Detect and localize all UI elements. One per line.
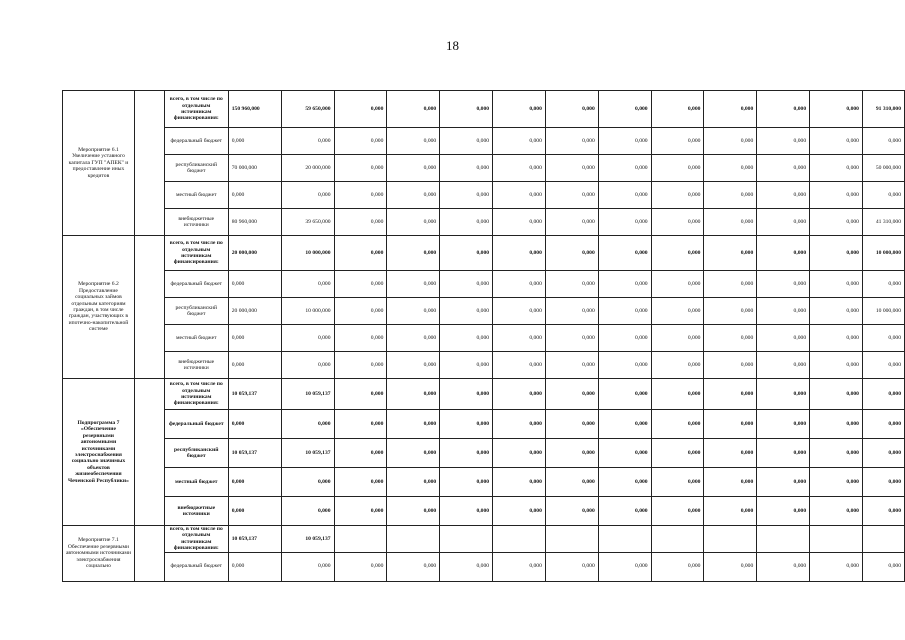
- value-cell: 0,000: [493, 236, 546, 271]
- table-row: [63, 468, 905, 497]
- value-cell: 0,000: [598, 298, 651, 325]
- value-cell: 0,000: [387, 128, 440, 155]
- blank-cell: [134, 379, 164, 526]
- value-cell: 0,000: [545, 352, 598, 379]
- value-cell: 0,000: [493, 497, 546, 526]
- value-cell: 0,000: [545, 298, 598, 325]
- value-cell: 0,000: [704, 155, 757, 182]
- value-cell: 0,000: [281, 128, 334, 155]
- funding-source: местный бюджет: [164, 468, 228, 497]
- value-cell: 0,000: [810, 325, 863, 352]
- value-cell: 0,000: [228, 182, 281, 209]
- funding-source: всего, в том числе по отдельным источникам финансирования:: [164, 91, 228, 128]
- value-cell: 0,000: [493, 379, 546, 410]
- value-cell: 0,000: [704, 410, 757, 439]
- value-cell: 20 000,000: [228, 236, 281, 271]
- value-cell: 0,000: [493, 128, 546, 155]
- table-row: [63, 155, 905, 182]
- value-cell: 10 059,137: [228, 526, 281, 553]
- value-cell: 0,000: [493, 298, 546, 325]
- value-cell: 0,000: [704, 468, 757, 497]
- value-cell: 0,000: [493, 352, 546, 379]
- value-cell: 0,000: [228, 325, 281, 352]
- value-cell: 0,000: [440, 155, 493, 182]
- value-cell: 0,000: [651, 468, 704, 497]
- value-cell: 0,000: [545, 91, 598, 128]
- value-cell: [862, 526, 904, 553]
- value-cell: 0,000: [440, 128, 493, 155]
- value-cell: 0,000: [387, 439, 440, 468]
- value-cell: 0,000: [704, 91, 757, 128]
- value-cell: 0,000: [598, 155, 651, 182]
- value-cell: 0,000: [387, 325, 440, 352]
- value-cell: 59 650,000: [281, 91, 334, 128]
- funding-source: федеральный бюджет: [164, 410, 228, 439]
- value-cell: 0,000: [598, 352, 651, 379]
- value-cell: 20 000,000: [281, 155, 334, 182]
- value-cell: 0,000: [862, 352, 904, 379]
- value-cell: 0,000: [651, 128, 704, 155]
- value-cell: 70 000,000: [228, 155, 281, 182]
- table-row: [63, 410, 905, 439]
- value-cell: 0,000: [281, 552, 334, 581]
- value-cell: 0,000: [598, 182, 651, 209]
- table-row: [63, 209, 905, 236]
- value-cell: 0,000: [545, 325, 598, 352]
- value-cell: 0,000: [651, 155, 704, 182]
- value-cell: 50 000,000: [862, 155, 904, 182]
- value-cell: 0,000: [228, 352, 281, 379]
- value-cell: 0,000: [757, 91, 810, 128]
- value-cell: 0,000: [281, 410, 334, 439]
- value-cell: 0,000: [651, 410, 704, 439]
- value-cell: 0,000: [757, 439, 810, 468]
- value-cell: 0,000: [757, 209, 810, 236]
- value-cell: 10 059,137: [281, 439, 334, 468]
- value-cell: 0,000: [757, 128, 810, 155]
- value-cell: 0,000: [440, 325, 493, 352]
- value-cell: 0,000: [334, 209, 387, 236]
- value-cell: 0,000: [651, 439, 704, 468]
- funding-source: республиканский бюджет: [164, 298, 228, 325]
- value-cell: 0,000: [545, 128, 598, 155]
- value-cell: 0,000: [757, 182, 810, 209]
- value-cell: 0,000: [281, 497, 334, 526]
- value-cell: 0,000: [545, 497, 598, 526]
- value-cell: [651, 526, 704, 553]
- value-cell: 0,000: [651, 379, 704, 410]
- value-cell: 0,000: [387, 379, 440, 410]
- value-cell: 0,000: [387, 236, 440, 271]
- value-cell: 0,000: [810, 209, 863, 236]
- funding-source: республиканский бюджет: [164, 439, 228, 468]
- value-cell: 0,000: [387, 468, 440, 497]
- value-cell: 10 000,000: [281, 236, 334, 271]
- value-cell: 0,000: [810, 379, 863, 410]
- value-cell: 0,000: [440, 552, 493, 581]
- blank-cell: [134, 526, 164, 582]
- value-cell: 0,000: [598, 325, 651, 352]
- table-row: [63, 271, 905, 298]
- value-cell: 0,000: [493, 91, 546, 128]
- funding-source: местный бюджет: [164, 182, 228, 209]
- value-cell: 0,000: [704, 236, 757, 271]
- value-cell: 0,000: [704, 325, 757, 352]
- value-cell: 0,000: [862, 271, 904, 298]
- value-cell: 150 960,000: [228, 91, 281, 128]
- value-cell: 10 000,000: [862, 298, 904, 325]
- budget-table: [62, 90, 905, 582]
- value-cell: 0,000: [810, 552, 863, 581]
- table-row: [63, 236, 905, 271]
- value-cell: 0,000: [810, 410, 863, 439]
- value-cell: 0,000: [493, 468, 546, 497]
- value-cell: 0,000: [545, 410, 598, 439]
- value-cell: 0,000: [440, 91, 493, 128]
- value-cell: 0,000: [387, 352, 440, 379]
- value-cell: 0,000: [281, 352, 334, 379]
- value-cell: 0,000: [545, 155, 598, 182]
- value-cell: 0,000: [545, 209, 598, 236]
- value-cell: 0,000: [598, 236, 651, 271]
- value-cell: 0,000: [651, 552, 704, 581]
- value-cell: 0,000: [862, 552, 904, 581]
- funding-source: всего, в том числе по отдельным источникам финансирования:: [164, 379, 228, 410]
- value-cell: 10 000,000: [281, 298, 334, 325]
- table-row: [63, 439, 905, 468]
- value-cell: [810, 526, 863, 553]
- value-cell: 0,000: [440, 352, 493, 379]
- value-cell: 0,000: [757, 410, 810, 439]
- value-cell: 10 000,000: [862, 236, 904, 271]
- value-cell: 0,000: [493, 209, 546, 236]
- table-row: [63, 298, 905, 325]
- value-cell: 0,000: [281, 182, 334, 209]
- value-cell: 0,000: [228, 271, 281, 298]
- value-cell: 0,000: [598, 497, 651, 526]
- table-row: [63, 497, 905, 526]
- value-cell: 0,000: [704, 439, 757, 468]
- value-cell: [334, 526, 387, 553]
- value-cell: 0,000: [387, 497, 440, 526]
- value-cell: 0,000: [387, 91, 440, 128]
- value-cell: 0,000: [651, 497, 704, 526]
- table-row: [63, 325, 905, 352]
- value-cell: 0,000: [757, 325, 810, 352]
- funding-source: всего, в том числе по отдельным источникам финансирования:: [164, 526, 228, 553]
- value-cell: 0,000: [651, 325, 704, 352]
- table-row: [63, 526, 905, 553]
- value-cell: 0,000: [810, 468, 863, 497]
- value-cell: 0,000: [493, 439, 546, 468]
- value-cell: [704, 526, 757, 553]
- value-cell: 0,000: [704, 352, 757, 379]
- value-cell: [387, 526, 440, 553]
- funding-source: всего, в том числе по отдельным источникам финансирования:: [164, 236, 228, 271]
- value-cell: 0,000: [704, 271, 757, 298]
- table-row: [63, 128, 905, 155]
- value-cell: 0,000: [545, 236, 598, 271]
- table-row: [63, 91, 905, 128]
- value-cell: 0,000: [862, 182, 904, 209]
- value-cell: 91 310,000: [862, 91, 904, 128]
- blank-cell: [134, 236, 164, 379]
- value-cell: 0,000: [228, 468, 281, 497]
- value-cell: 0,000: [334, 468, 387, 497]
- value-cell: 0,000: [651, 352, 704, 379]
- value-cell: 0,000: [862, 468, 904, 497]
- value-cell: 0,000: [651, 91, 704, 128]
- value-cell: 0,000: [440, 298, 493, 325]
- funding-source: республиканский бюджет: [164, 155, 228, 182]
- program-label: Мероприятие 6.2 Предоставление социальных займов отдельным категориям граждан, в том числе граждан, участвующих в ипотечно-накопительной системе: [63, 236, 135, 379]
- value-cell: 0,000: [545, 439, 598, 468]
- value-cell: 0,000: [281, 468, 334, 497]
- value-cell: 10 059,137: [228, 439, 281, 468]
- value-cell: 0,000: [545, 379, 598, 410]
- value-cell: 0,000: [651, 182, 704, 209]
- value-cell: 0,000: [704, 379, 757, 410]
- value-cell: 0,000: [757, 236, 810, 271]
- value-cell: 0,000: [545, 552, 598, 581]
- value-cell: 0,000: [493, 410, 546, 439]
- value-cell: 0,000: [334, 352, 387, 379]
- value-cell: 0,000: [704, 182, 757, 209]
- funding-source: внебюджетные источники: [164, 497, 228, 526]
- value-cell: [545, 526, 598, 553]
- value-cell: 10 059,137: [281, 526, 334, 553]
- value-cell: 0,000: [440, 182, 493, 209]
- value-cell: 0,000: [651, 271, 704, 298]
- table-row: [63, 182, 905, 209]
- value-cell: 0,000: [334, 236, 387, 271]
- value-cell: 0,000: [334, 128, 387, 155]
- value-cell: 0,000: [757, 271, 810, 298]
- value-cell: 0,000: [440, 209, 493, 236]
- value-cell: 0,000: [545, 468, 598, 497]
- value-cell: 0,000: [810, 352, 863, 379]
- value-cell: 0,000: [387, 271, 440, 298]
- value-cell: 0,000: [651, 298, 704, 325]
- value-cell: 0,000: [598, 128, 651, 155]
- value-cell: 0,000: [757, 379, 810, 410]
- value-cell: 0,000: [440, 410, 493, 439]
- value-cell: 0,000: [440, 236, 493, 271]
- value-cell: 0,000: [862, 410, 904, 439]
- value-cell: 0,000: [704, 128, 757, 155]
- funding-source: внебюджетные источники: [164, 209, 228, 236]
- value-cell: 0,000: [440, 379, 493, 410]
- value-cell: 0,000: [598, 209, 651, 236]
- value-cell: 0,000: [810, 298, 863, 325]
- value-cell: [598, 526, 651, 553]
- funding-source: местный бюджет: [164, 325, 228, 352]
- value-cell: 0,000: [334, 91, 387, 128]
- value-cell: 0,000: [387, 209, 440, 236]
- value-cell: [440, 526, 493, 553]
- value-cell: 0,000: [704, 209, 757, 236]
- funding-source: федеральный бюджет: [164, 271, 228, 298]
- value-cell: 0,000: [228, 552, 281, 581]
- value-cell: 0,000: [387, 182, 440, 209]
- value-cell: 0,000: [598, 468, 651, 497]
- value-cell: 0,000: [862, 379, 904, 410]
- value-cell: 0,000: [757, 497, 810, 526]
- value-cell: [493, 526, 546, 553]
- value-cell: 0,000: [810, 91, 863, 128]
- value-cell: 0,000: [651, 236, 704, 271]
- value-cell: 0,000: [862, 128, 904, 155]
- value-cell: 0,000: [704, 497, 757, 526]
- program-label: Подпрограмма 7 «Обеспечение резервными автономными источниками электроснабжения социально значимых объектов жизнеобеспечения Чеченской Республики»: [63, 379, 135, 526]
- value-cell: 0,000: [228, 128, 281, 155]
- value-cell: 41 310,000: [862, 209, 904, 236]
- value-cell: 0,000: [334, 439, 387, 468]
- value-cell: 0,000: [334, 182, 387, 209]
- value-cell: [757, 526, 810, 553]
- value-cell: 0,000: [598, 379, 651, 410]
- program-label: Мероприятие 7.1 Обеспечение резервными автономными источниками электроснабжения социально: [63, 526, 135, 582]
- table-row: [63, 552, 905, 581]
- value-cell: 0,000: [810, 271, 863, 298]
- value-cell: 0,000: [757, 298, 810, 325]
- value-cell: 0,000: [387, 155, 440, 182]
- value-cell: 0,000: [598, 552, 651, 581]
- value-cell: 0,000: [228, 497, 281, 526]
- value-cell: 0,000: [493, 552, 546, 581]
- value-cell: 0,000: [598, 91, 651, 128]
- value-cell: 0,000: [493, 155, 546, 182]
- value-cell: 0,000: [334, 552, 387, 581]
- value-cell: 0,000: [757, 468, 810, 497]
- value-cell: 0,000: [334, 410, 387, 439]
- value-cell: 0,000: [545, 182, 598, 209]
- value-cell: 0,000: [862, 439, 904, 468]
- value-cell: 0,000: [757, 552, 810, 581]
- value-cell: 0,000: [281, 325, 334, 352]
- value-cell: 0,000: [334, 271, 387, 298]
- value-cell: 0,000: [810, 439, 863, 468]
- value-cell: 0,000: [862, 325, 904, 352]
- funding-source: внебюджетные источники: [164, 352, 228, 379]
- value-cell: 0,000: [493, 271, 546, 298]
- value-cell: 0,000: [440, 439, 493, 468]
- value-cell: 0,000: [810, 497, 863, 526]
- value-cell: 0,000: [387, 298, 440, 325]
- table-row: [63, 352, 905, 379]
- funding-source: федеральный бюджет: [164, 128, 228, 155]
- value-cell: 0,000: [334, 298, 387, 325]
- value-cell: 0,000: [598, 439, 651, 468]
- value-cell: 0,000: [810, 182, 863, 209]
- value-cell: 0,000: [704, 552, 757, 581]
- table-row: [63, 379, 905, 410]
- value-cell: 0,000: [545, 271, 598, 298]
- value-cell: 0,000: [334, 155, 387, 182]
- value-cell: 0,000: [440, 468, 493, 497]
- value-cell: 10 059,137: [228, 379, 281, 410]
- value-cell: 0,000: [598, 410, 651, 439]
- value-cell: 0,000: [387, 410, 440, 439]
- value-cell: 39 650,000: [281, 209, 334, 236]
- value-cell: 0,000: [757, 155, 810, 182]
- value-cell: 0,000: [440, 271, 493, 298]
- value-cell: 80 960,000: [228, 209, 281, 236]
- value-cell: 10 059,137: [281, 379, 334, 410]
- value-cell: 0,000: [757, 352, 810, 379]
- value-cell: 20 000,000: [228, 298, 281, 325]
- value-cell: 0,000: [810, 155, 863, 182]
- value-cell: 0,000: [810, 236, 863, 271]
- value-cell: 0,000: [334, 325, 387, 352]
- value-cell: 0,000: [228, 410, 281, 439]
- page-number: 18: [446, 38, 459, 53]
- value-cell: 0,000: [810, 128, 863, 155]
- value-cell: 0,000: [651, 209, 704, 236]
- program-label: Мероприятие 6.1 Увеличение уставного капитала ГУП "АПЕК" и предоставление иных кредитов: [63, 91, 135, 236]
- value-cell: 0,000: [862, 497, 904, 526]
- value-cell: 0,000: [281, 271, 334, 298]
- value-cell: 0,000: [334, 497, 387, 526]
- blank-cell: [134, 91, 164, 236]
- value-cell: 0,000: [334, 379, 387, 410]
- value-cell: 0,000: [493, 325, 546, 352]
- funding-source: федеральный бюджет: [164, 552, 228, 581]
- value-cell: 0,000: [387, 552, 440, 581]
- value-cell: 0,000: [493, 182, 546, 209]
- value-cell: 0,000: [704, 298, 757, 325]
- value-cell: 0,000: [440, 497, 493, 526]
- value-cell: 0,000: [598, 271, 651, 298]
